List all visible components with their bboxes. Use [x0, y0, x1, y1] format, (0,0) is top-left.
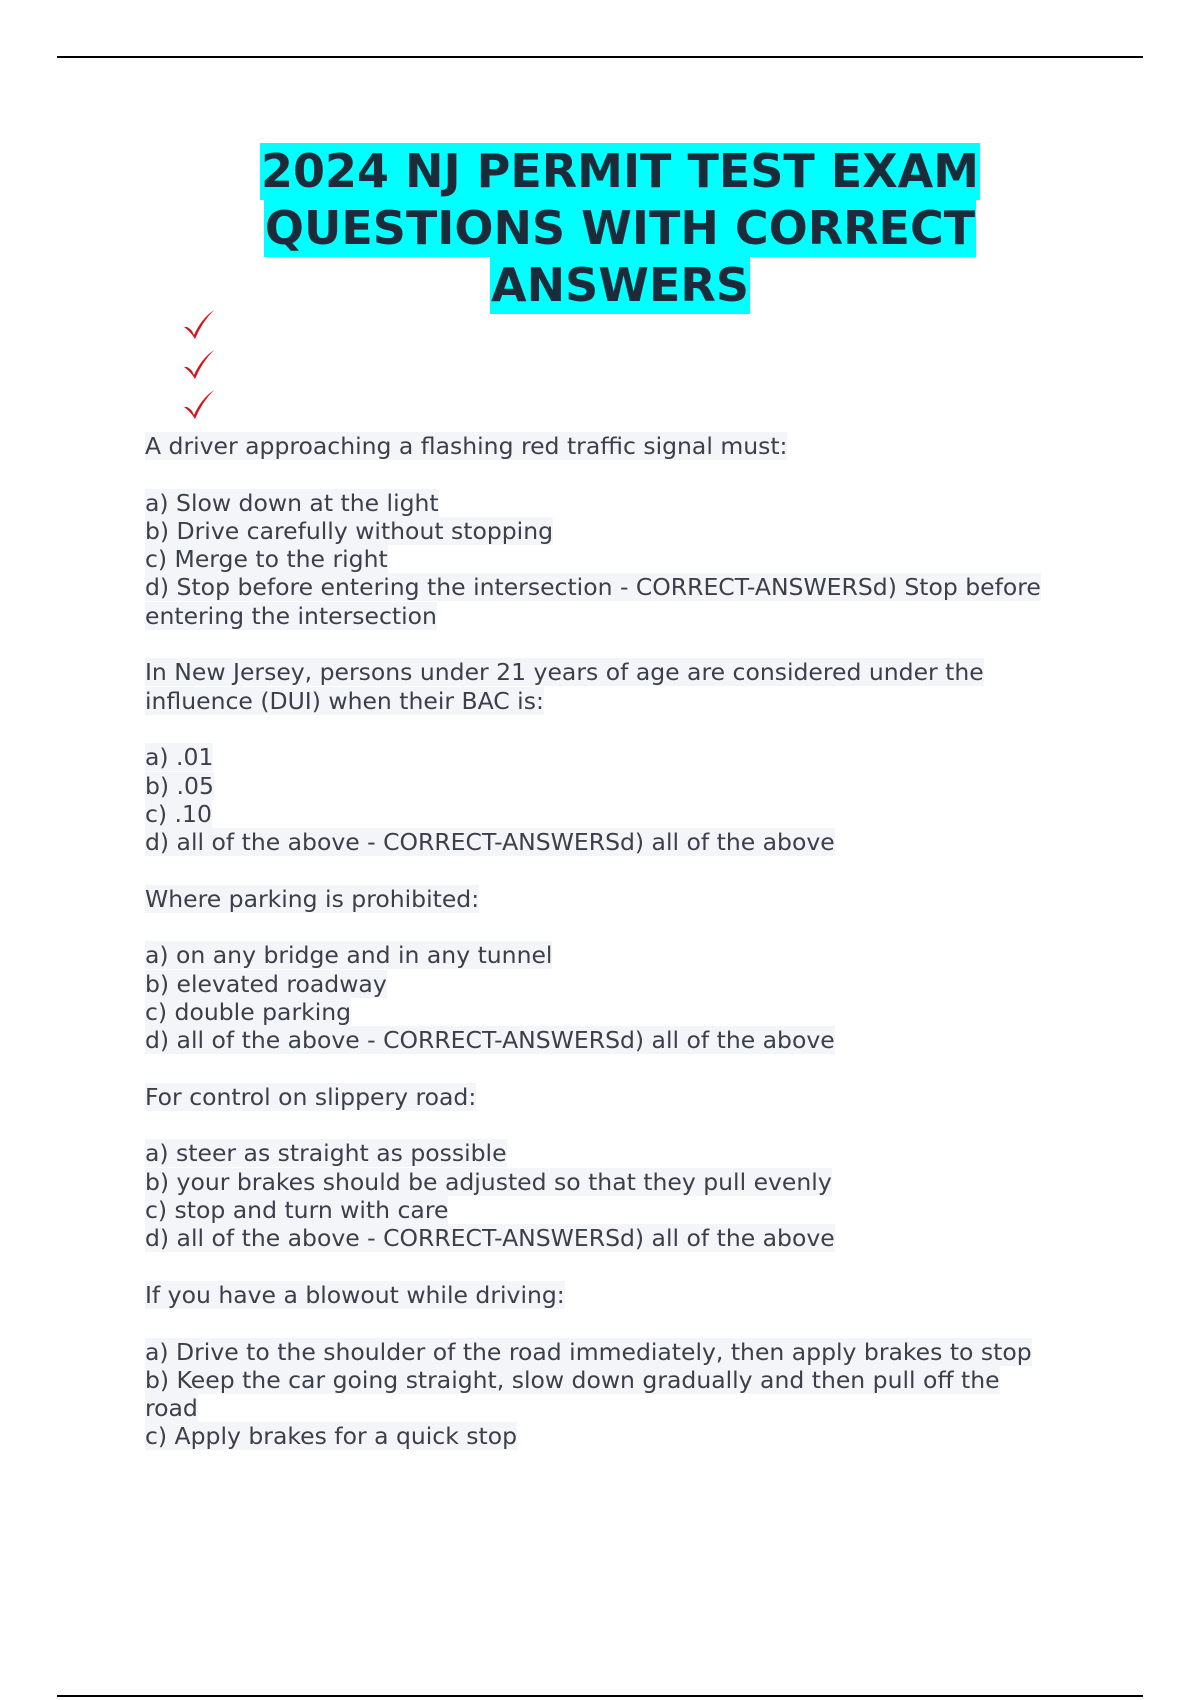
answer-option: d) all of the above - CORRECT-ANSWERSd) all of the above — [145, 828, 835, 857]
answer-options — [145, 489, 1080, 630]
answer-option: c) double parking — [145, 997, 352, 1026]
top-rule — [57, 56, 1143, 58]
check-icon — [181, 307, 217, 341]
question-prompt — [145, 1281, 1080, 1309]
prompt-line: In New Jersey, persons under 21 years of age are considered under the — [145, 658, 984, 687]
answer-option: a) on any bridge and in any tunnel — [145, 941, 553, 970]
answer-option: d) all of the above - CORRECT-ANSWERSd) all of the above — [145, 1026, 835, 1055]
check-icon — [181, 347, 217, 381]
answer-options — [145, 1139, 1080, 1252]
answer-option: a) Slow down at the light — [145, 488, 439, 517]
answer-options — [145, 941, 1080, 1054]
question-prompt — [145, 432, 1080, 460]
answer-option: b) your brakes should be adjusted so that they pull evenly — [145, 1167, 832, 1196]
prompt-line: Where parking is prohibited: — [145, 884, 480, 913]
document-title — [180, 143, 1060, 314]
answer-option: d) all of the above - CORRECT-ANSWERSd) all of the above — [145, 1224, 835, 1253]
prompt-line: A driver approaching a flashing red traffic signal must: — [145, 432, 788, 460]
answer-option: c) Apply brakes for a quick stop — [145, 1422, 518, 1451]
answer-option: entering the intersection — [145, 601, 437, 630]
question-prompt — [145, 658, 1080, 715]
title-line: ANSWERS — [491, 258, 749, 312]
prompt-line: For control on slippery road: — [145, 1082, 477, 1111]
prompt-line: influence (DUI) when their BAC is: — [145, 686, 544, 715]
answer-option: c) Merge to the right — [145, 545, 388, 574]
answer-option: c) stop and turn with care — [145, 1196, 449, 1225]
question-prompt — [145, 1083, 1080, 1111]
answer-option: b) elevated roadway — [145, 969, 387, 998]
answer-option: b) Drive carefully without stopping — [145, 516, 554, 545]
checkmark-list — [181, 307, 221, 427]
answer-option: a) Drive to the shoulder of the road immediately, then apply brakes to stop — [145, 1337, 1032, 1366]
answer-option: road — [145, 1394, 198, 1423]
answer-option: b) Keep the car going straight, slow down gradually and then pull off the — [145, 1365, 1000, 1394]
question-list — [145, 432, 1080, 1479]
bottom-rule — [57, 1695, 1143, 1697]
answer-option: c) .10 — [145, 799, 212, 828]
title-line: 2024 NJ PERMIT TEST EXAM — [260, 144, 980, 198]
question-prompt — [145, 885, 1080, 913]
answer-option: d) Stop before entering the intersection - CORRECT-ANSWERSd) Stop before — [145, 573, 1041, 602]
check-icon — [181, 387, 217, 421]
prompt-line: If you have a blowout while driving: — [145, 1280, 565, 1309]
answer-option: a) .01 — [145, 743, 214, 772]
answer-option: a) steer as straight as possible — [145, 1139, 507, 1168]
answer-option: b) .05 — [145, 771, 214, 800]
answer-options — [145, 743, 1080, 856]
answer-options — [145, 1338, 1080, 1451]
title-line: QUESTIONS WITH CORRECT — [264, 201, 976, 255]
